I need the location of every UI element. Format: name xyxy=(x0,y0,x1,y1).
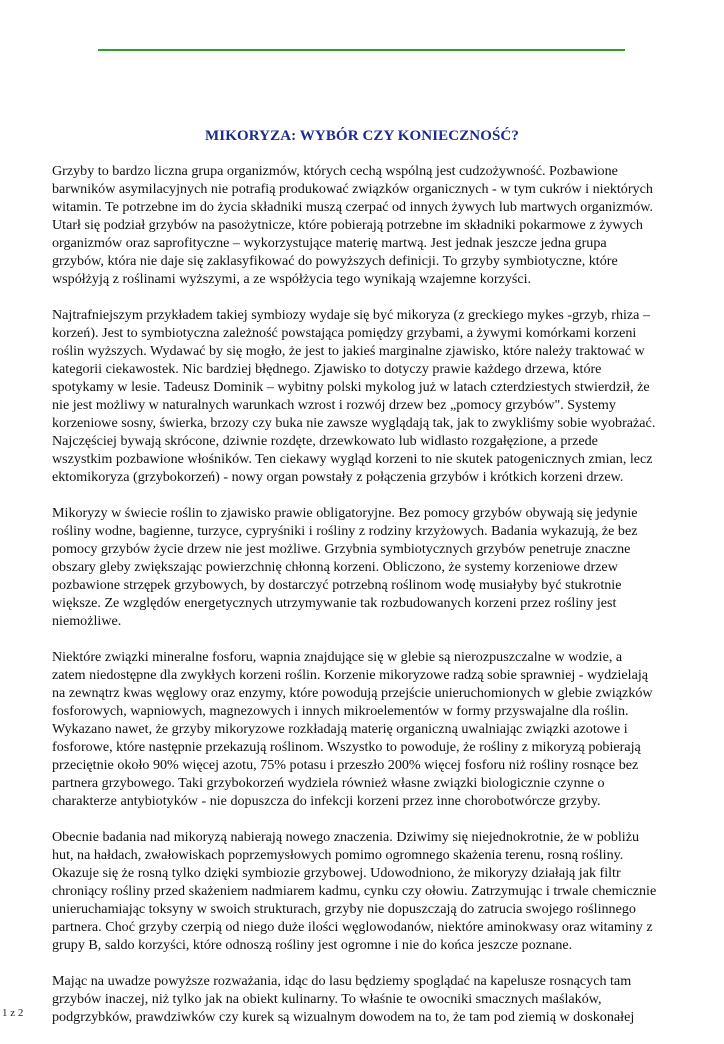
text-line: roślin wyższych. Wydawać by się mogło, że jest to jakieś marginalne zjawisko, które należy traktować w xyxy=(52,343,645,359)
text-line: Najtrafniejszym przykładem takiej symbiozy wydaje się być mikoryza (z greckiego mykes -grzyb, rhiza – xyxy=(52,307,650,323)
text-line: hut, na hałdach, zwałowiskach poprzemysłowych pomimo ogromnego skażenia terenu, rosną rośliny. xyxy=(52,847,624,863)
text-line: zatem niedostępne dla zwykłych korzeni roślin. Korzenie mikoryzowe radzą sobie sprawniej - wydzielają xyxy=(52,667,649,683)
text-line: fosforowych, wapniowych, magnezowych i innych mikroelementów w formy przyswajalne dla roślin. xyxy=(52,703,629,719)
text-line: kategorii ciekawostek. Nic bardziej błędnego. Zjawisko to dotyczy prawie każdego drzewa, które xyxy=(52,361,602,377)
text-line: grzybów inaczej, niż tylko jak na obiekt kulinarny. To właśnie te owocniki smacznych maślaków, xyxy=(52,991,602,1007)
text-line: większe. Ze względów energetycznych utrzymywanie tak rozbudowanych korzeni przez rośliny jest xyxy=(52,595,617,611)
text-line: korzeń). Jest to symbiotyczna zależność powstająca pomiędzy grzybami, a żywymi komórkami korzeni xyxy=(52,325,637,341)
text-line: Grzyby to bardzo liczna grupa organizmów, których cechą wspólną jest cudzożywność. Pozbawione xyxy=(52,163,618,179)
text-line: rośliny wodne, bagienne, turzyce, cypryśniki i rośliny z rodziny krzyżowych. Badania wykazują, że bez xyxy=(52,523,638,539)
text-line: podgrzybków, prawdziwków czy kurek są wizualnym dowodem na to, że tam pod ziemią w doskonałej xyxy=(52,1009,635,1025)
text-line: grzybów, która nie daje się zaklasyfikować do powyższych definicji. To grzyby symbiotyczne, które xyxy=(52,253,618,269)
text-line: obszary gleby zwiększając powierzchnię chłonną korzeni. Obliczono, że systemy korzeniowe drzew xyxy=(52,559,618,575)
text-line: Niektóre związki mineralne fosforu, wapnia znajdujące się w glebie są nierozpuszczalne w wodzie, a xyxy=(52,649,623,665)
text-line: unieruchamiając toksyny w swoich strukturach, grzyby nie dopuszczają do zatrucia swojego roślinnego xyxy=(52,901,636,917)
text-line: partnera grzybowego. Taki grzybokorzeń wydziela również własne związki biologicznie czynne o xyxy=(52,775,605,791)
text-line: Mając na uwadze powyższe rozważania, idąc do lasu będziemy spoglądać na kapelusze rosnących tam xyxy=(52,973,632,989)
text-line: Wykazano nawet, że grzyby mikoryzowe rozkładają materię organiczną uwalniając związki azotowe i xyxy=(52,721,628,737)
article-body xyxy=(52,162,676,1044)
paragraph xyxy=(52,162,676,288)
text-line: witamin. Te potrzebne im do życia składniki muszą czerpać od innych żywych lub martwych organizmów. xyxy=(52,199,654,215)
text-line: Mikoryzy w świecie roślin to zjawisko prawie obligatoryjne. Bez pomocy grzybów obywają się jedynie xyxy=(52,505,638,521)
text-line: barwników asymilacyjnych nie potrafią produkować związków organicznych - w tym cukrów i niektórych xyxy=(52,181,653,197)
paragraph xyxy=(52,828,676,954)
text-line: pozbawione strzępek grzybowych, by dostarczyć potrzebną roślinom wodę musiałyby być stukrotnie xyxy=(52,577,622,593)
text-line: spotykamy w lesie. Tadeusz Dominik – wybitny polski mykolog już w latach czterdziestych stwierdził, że xyxy=(52,379,650,395)
text-line: charakterze antybiotyków - nie dopuszcza do infekcji korzeni przez inne chorobotwórcze grzyby. xyxy=(52,793,601,809)
text-line: Okazuje się że rosną tylko dzięki symbiozie grzybowej. Udowodniono, że mikoryzy działają jak filtr xyxy=(52,865,621,881)
text-line: korzeniowe sosny, świerka, brzozy czy buka nie zawsze wyglądają tak, jak to zwykliśmy sobie wyobrażać. xyxy=(52,415,656,431)
header-rule xyxy=(98,49,625,51)
text-line: fosforowe, które następnie przekazują roślinom. Wszystko to powoduje, że rośliny z mikoryzą pobierają xyxy=(52,739,641,755)
text-line: partnera. Choć grzyby czerpią od niego duże ilości węglowodanów, niektóre aminokwasy oraz witaminy z xyxy=(52,919,653,935)
text-line: pomocy grzybów życie drzew nie jest możliwe. Grzybnia symbiotycznych grzybów penetruje znaczne xyxy=(52,541,631,557)
paragraph xyxy=(52,648,676,810)
text-line: Utarł się podział grzybów na pasożytnicze, które pobierają potrzebne im składniki pokarmowe z żywych xyxy=(52,217,643,233)
text-line: na zewnątrz kwas węglowy oraz enzymy, które powodują przejście unieruchomionych w glebie związków xyxy=(52,685,653,701)
page-number: 1 z 2 xyxy=(2,1007,24,1019)
text-line: nie jest możliwy w naturalnych warunkach wzrost i rozwój drzew bez „pomocy grzybów". Systemy xyxy=(52,397,616,413)
text-line: grupy B, saldo korzyści, które odnoszą rośliny jest ogromne i nie do końca jeszcze poznane. xyxy=(52,937,573,953)
text-line: Obecnie badania nad mikoryzą nabierają nowego znaczenia. Dziwimy się niejednokrotnie, że w pobliżu xyxy=(52,829,640,845)
paragraph xyxy=(52,972,676,1026)
article-title: MIKORYZA: WYBÓR CZY KONIECZNOŚĆ? xyxy=(205,128,519,144)
text-line: chroniący rośliny przed skażeniem nadmiarem kadmu, cynku czy ołowiu. Zatrzymując i trwale chemicznie xyxy=(52,883,657,899)
text-line: ektomikoryza (grzybokorzeń) - nowy organ powstały z połączenia grzybów i krótkich korzeni drzew. xyxy=(52,469,624,485)
text-line: organizmów oraz saprofityczne – wykorzystujące materię martwą. Jest jednak jeszcze jedna grupa xyxy=(52,235,607,251)
text-line: przeciętnie około 90% więcej azotu, 75% potasu i przeszło 200% więcej fosforu niż rośliny rosnące bez xyxy=(52,757,639,773)
text-line: wszystkim pozbawione włośników. Ten ciekawy wygląd korzeni to nie skutek patogenicznych zmian, lecz xyxy=(52,451,653,467)
text-line: Najczęściej bywają skrócone, dziwnie rozdęte, drzewkowato lub widlasto rozgałęzione, a przede xyxy=(52,433,598,449)
paragraph xyxy=(52,306,676,486)
text-line: współżyją z roślinami wyższymi, a ze współżycia tego wynikają wzajemne korzyści. xyxy=(52,271,532,287)
paragraph xyxy=(52,504,676,630)
text-line: niemożliwe. xyxy=(52,613,122,629)
